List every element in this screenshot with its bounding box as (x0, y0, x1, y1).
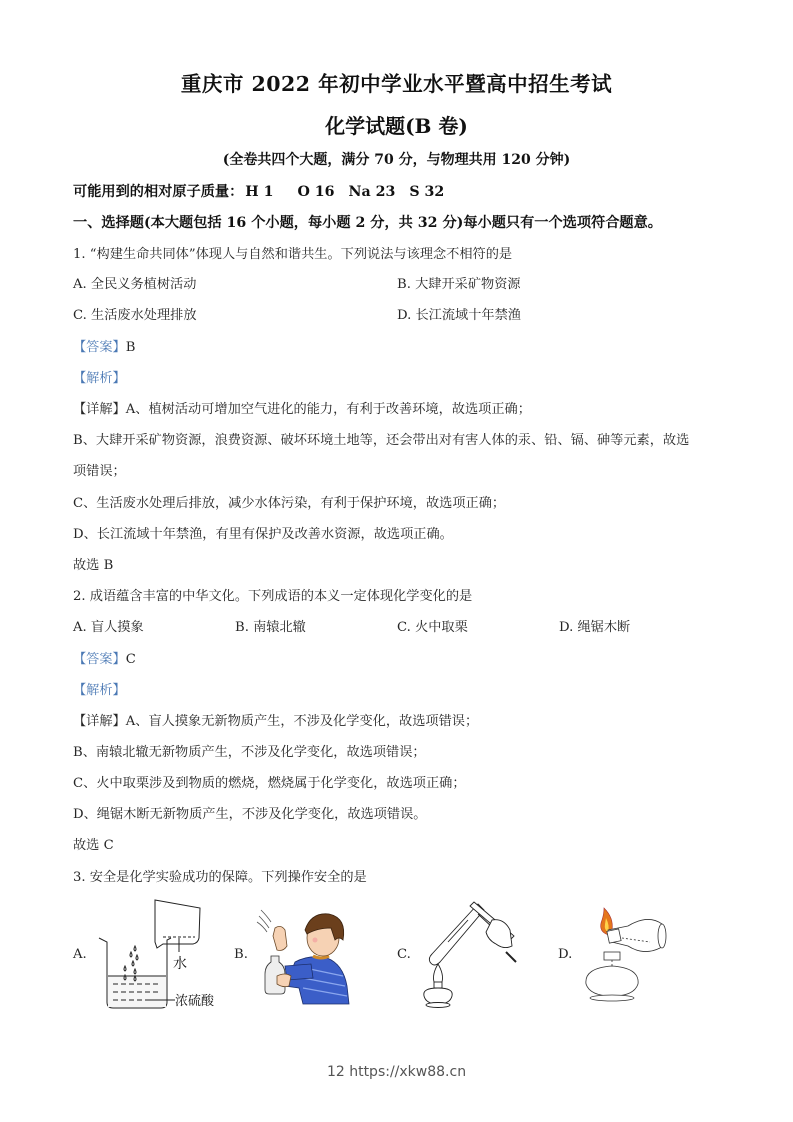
q2-answer-line (73, 651, 136, 669)
q2-option-b: B. 南辕北辙 (235, 620, 306, 635)
q3-fig-b-label: B. (234, 947, 248, 962)
q1-detail-b-cont: 项错误； (73, 464, 126, 479)
section-heading: 一、选择题(本大题包括 16 个小题，每小题 2 分，共 32 分)每小题只有一个选项符合题意。 (73, 215, 662, 231)
q1-analysis-tag: 【解析】 (73, 371, 126, 386)
pouring-water-into-acid-icon (95, 898, 225, 1013)
q2-detail-a-text: A、盲人摸象无新物质产生，不涉及化学变化，故选项错误； (125, 714, 479, 729)
q1-detail-c: C、生活废水处理后排放，减少水体污染，有利于保护环境，故选项正确； (73, 496, 506, 511)
q1-option-a: A. 全民义务植树活动 (73, 277, 197, 292)
q2-answer-tag: 【答案】 (73, 652, 126, 667)
q2-answer: C (125, 652, 136, 667)
q1-answer: B (125, 340, 136, 355)
atomic-mass-s: S 32 (409, 184, 445, 200)
q2-detail-d: D、绳锯木断无新物质产生，不涉及化学变化，故选项错误。 (73, 807, 427, 822)
smelling-gas-icon (255, 906, 355, 1006)
lighting-alcohol-lamp-icon (578, 906, 678, 1006)
atomic-mass-h: H 1 (245, 184, 274, 200)
q2-detail-a (73, 713, 478, 731)
q1-answer-tag: 【答案】 (73, 340, 126, 355)
atomic-mass-na: Na 23 (348, 184, 396, 200)
atomic-mass-line (73, 183, 458, 201)
q1-option-d: D. 长江流域十年禁渔 (397, 308, 521, 323)
acid-annotation: 浓硫酸 (175, 994, 215, 1009)
q1-option-c: C. 生活废水处理排放 (73, 308, 197, 323)
q1-detail-tag: 【详解】 (73, 402, 126, 417)
q1-answer-line (73, 339, 135, 357)
q2-detail-c: C、火中取栗涉及到物质的燃烧，燃烧属于化学变化，故选项正确； (73, 776, 466, 791)
water-annotation: 水 (173, 956, 187, 972)
q2-detail-tag: 【详解】 (73, 714, 126, 729)
atomic-mass-label: 可能用到的相对原子质量： (73, 184, 244, 200)
q1-detail-d: D、长江流域十年禁渔，有里有保护及改善水资源，故选项正确。 (73, 527, 453, 542)
q2-option-a: A. 盲人摸象 (73, 620, 144, 635)
q3-fig-d-label: D. (558, 947, 573, 962)
q2-detail-b: B、南辕北辙无新物质产生，不涉及化学变化，故选项错误； (73, 745, 426, 760)
q3-stem: 3. 安全是化学实验成功的保障。下列操作安全的是 (73, 870, 367, 885)
q1-conclusion: 故选 B (73, 558, 114, 573)
exam-note: (全卷共四个大题，满分 70 分，与物理共用 120 分钟) (222, 152, 571, 168)
q3-fig-c-label: C. (397, 947, 411, 962)
q2-stem: 2. 成语蕴含丰富的中华文化。下列成语的本义一定体现化学变化的是 (73, 589, 473, 604)
q1-option-b: B. 大肆开采矿物资源 (397, 277, 521, 292)
exam-subtitle: 化学试题(B 卷) (325, 114, 468, 138)
q1-detail-a (73, 401, 531, 419)
q1-detail-b: B、大肆开采矿物资源，浪费资源、破坏环境土地等，还会带出对有害人体的汞、铅、镉、砷等元素，故选 (73, 433, 690, 448)
q1-stem: 1. “构建生命共同体”体现人与自然和谐共生。下列说法与该理念不相符的是 (73, 247, 513, 262)
q3-fig-a-label: A. (73, 947, 87, 962)
q2-conclusion: 故选 C (73, 838, 114, 853)
q1-detail-a-text: A、植树活动可增加空气进化的能力，有利于改善环境，故选项正确； (125, 402, 531, 417)
exam-title: 重庆市 2022 年初中学业水平暨高中招生考试 (180, 72, 613, 96)
page-footer: 12 https://xkw88.cn (326, 1064, 467, 1080)
heating-test-tube-icon (418, 900, 518, 1010)
q2-option-d: D. 绳锯木断 (559, 620, 631, 635)
atomic-mass-o: O 16 (297, 184, 335, 200)
q2-option-c: C. 火中取栗 (397, 620, 468, 635)
q2-analysis-tag: 【解析】 (73, 683, 126, 698)
